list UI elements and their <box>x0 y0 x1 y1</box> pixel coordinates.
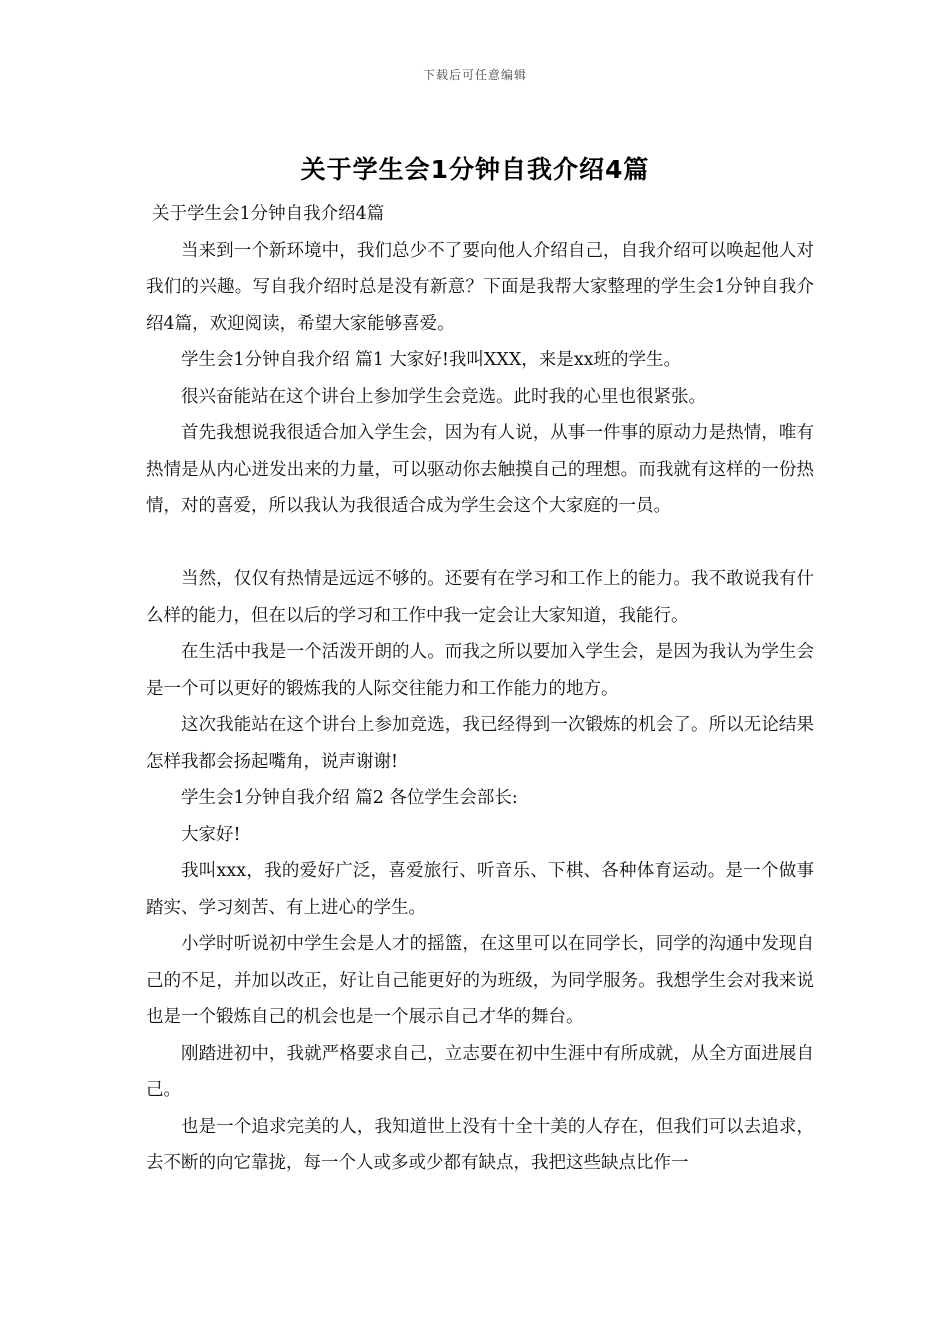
paragraph: 这次我能站在这个讲台上参加竞选，我已经得到一次锻炼的机会了。所以无论结果怎样我都会扬起嘴角，说声谢谢! <box>146 715 814 772</box>
paragraph: 也是一个追求完美的人，我知道世上没有十全十美的人存在，但我们可以去追求，去不断的向它靠拢，每一个人或多或少都有缺点，我把这些缺点比作一 <box>146 1116 814 1173</box>
paragraph: 在生活中我是一个活泼开朗的人。而我之所以要加入学生会，是因为我认为学生会是一个可以更好的锻炼我的人际交往能力和工作能力的地方。 <box>146 642 814 699</box>
document-subtitle: 关于学生会1分钟自我介绍4篇 <box>152 204 385 224</box>
paragraph: 小学时听说初中学生会是人才的摇篮，在这里可以在同学长，同学的沟通中发现自己的不足，并加以改正，好让自己能更好的为班级，为同学服务。我想学生会对我来说也是一个锻炼自己的机会也是一个展示自己才华的舞台。 <box>146 934 814 1027</box>
document-title: 关于学生会1分钟自我介绍4篇 <box>300 155 650 184</box>
paragraph: 刚踏进初中，我就严格要求自己，立志要在初中生涯中有所成就，从全方面进展自己。 <box>146 1043 814 1100</box>
paragraph-intro: 当来到一个新环境中，我们总少不了要向他人介绍自己，自我介绍可以唤起他人对我们的兴趣。写自我介绍时总是没有新意？下面是我帮大家整理的学生会1分钟自我介绍4篇，欢迎阅读，希望大家能够喜爱。 <box>146 240 814 334</box>
paragraph-part2-heading: 学生会1分钟自我介绍 篇2 各位学生会部长: <box>181 788 518 808</box>
paragraph: 当然，仅仅有热情是远远不够的。还要有在学习和工作上的能力。我不敢说我有什么样的能力，但在以后的学习和工作中我一定会让大家知道，我能行。 <box>146 569 814 626</box>
paragraph-part1-heading: 学生会1分钟自我介绍 篇1 大家好!我叫XXX，来是xx班的学生。 <box>181 350 682 370</box>
document-body <box>146 196 814 1182</box>
page-header-note: 下载后可任意编辑 <box>422 68 527 82</box>
paragraph: 首先我想说我很适合加入学生会，因为有人说，从事一件事的原动力是热情，唯有热情是从内心迸发出来的力量，可以驱动你去触摸自己的理想。而我就有这样的一份热情，对的喜爱，所以我认为我很适合成为学生会这个大家庭的一员。 <box>146 423 814 516</box>
paragraph: 很兴奋能站在这个讲台上参加学生会竞选。此时我的心里也很紧张。 <box>181 386 706 407</box>
paragraph-greeting: 大家好! <box>181 824 241 845</box>
paragraph: 我叫xxx，我的爱好广泛，喜爱旅行、听音乐、下棋、各种体育运动。是一个做事踏实、学习刻苦、有上进心的学生。 <box>146 861 814 918</box>
blank-line <box>146 525 814 562</box>
